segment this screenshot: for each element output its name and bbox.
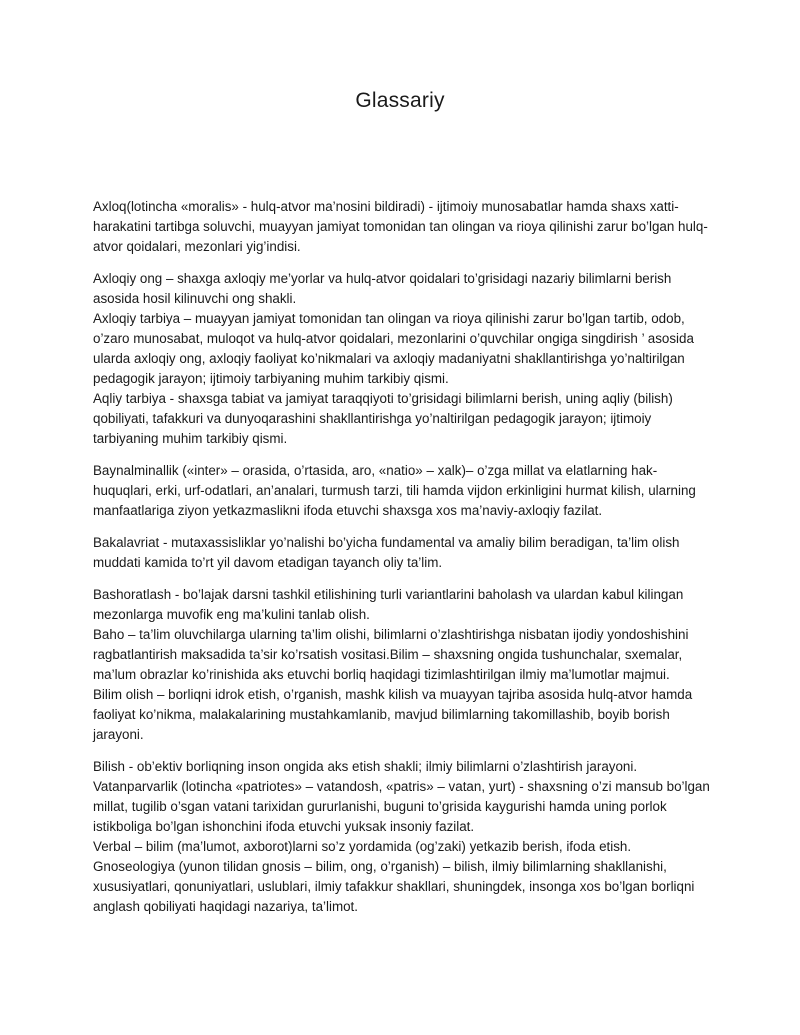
glossary-entry: Aqliy tarbiya - shaxsga tabiat va jamiyat taraqqiyoti to’grisidagi bilimlarni berish, uning aqliy (bilish) qobiliyati, tafakkuri va dunyoqarashini shakllantirishga yo’naltirilgan pedagogik jarayon; ijtimoiy tarbiyaning muhim tarkibiy qismi. [93, 391, 673, 446]
glossary-block [93, 269, 713, 449]
glossary-entry: Bilim olish – borliqni idrok etish, o’rganish, mashk kilish va muayyan tajriba asosida hulq-atvor hamda faoliyat ko’nikma, malakalarining mustahkamlanib, mavjud bilimlarning takomillashib, boyib borish jarayoni. [93, 687, 693, 742]
glossary-entry: Gnoseologiya (yunon tilidan gnosis – bilim, ong, o’rganish) – bilish, ilmiy bilimlarning shakllanishi, xususiyatlari, qonuniyatlari, uslublari, ilmiy tafakkur shakllari, shuningdek, insonga xos bo’lgan borliqni anglash qobiliyati haqidagi nazariya, ta’limot. [93, 859, 695, 914]
glossary-body [93, 197, 713, 929]
glossary-entry: Baho – ta’lim oluvchilarga ularning ta’lim olishi, bilimlarni o’zlashtirishga nisbatan ijodiy yondoshishini ragbatlantirish maksadida ta’sir ko’rsatish vositasi.Bilim – shaxsning ongida tushunchalar, sxemalar, ma’lum obrazlar ko’rinishida aks etuvchi borliq haqidagi tizimlashtirilgan ilmiy ma’lumotlar majmui. [93, 627, 689, 682]
glossary-entry: Baynalminallik («inter» – orasida, o’rtasida, aro, «natio» – xalk)– o’zga millat va elatlarning hak-huquqlari, erki, urf-odatlari, an’analari, turmush tarzi, tili hamda vijdon erkinligini hurmat kilish, ularning manfaatlariga ziyon yetkazmaslikni ifoda etuvchi shaxsga xos ma’naviy-axloqiy fazilat. [93, 463, 696, 518]
glossary-entry: Bashoratlash - bo’lajak darsni tashkil etilishining turli variantlarini baholash va ulardan kabul kilingan mezonlarga muvofik eng ma’kulini tanlab olish. [93, 587, 684, 622]
glossary-block [93, 757, 713, 917]
glossary-entry: Axloq(lotincha «moralis» - hulq-atvor ma’nosini bildiradi) - ijtimoiy munosabatlar hamda shaxs xatti-harakatini tartibga soluvchi, muayyan jamiyat tomonidan tan olingan va rioya qilinishi zarur bo’lgan hulq-atvor qoidalari, mezonlari yig’indisi. [93, 199, 708, 254]
glossary-block [93, 533, 713, 573]
glossary-entry: Bakalavriat - mutaxassisliklar yo’nalishi bo’yicha fundamental va amaliy bilim beradigan, ta’lim olish muddati kamida to’rt yil davom etadigan tayanch oliy ta’lim. [93, 535, 680, 570]
glossary-entry: Axloqiy tarbiya – muayyan jamiyat tomonidan tan olingan va rioya qilinishi zarur bo’lgan tartib, odob, o’zaro munosabat, muloqot va hulq-atvor qoidalari, mezonlarini o’quvchilar ongiga singdirish ’ asosida ularda axloqiy ong, axloqiy faoliyat ko’nikmalari va axloqiy madaniyatni shakllantirishga yo’naltirilgan pedagogik jarayon; ijtimoiy tarbiyaning muhim tarkibiy qismi. [93, 311, 694, 386]
glossary-entry: Axloqiy ong – shaxga axloqiy me’yorlar va hulq-atvor qoidalari to’grisidagi nazariy bilimlarni berish asosida hosil kilinuvchi ong shakli. [93, 271, 672, 306]
page-title: Glassariy [355, 89, 445, 112]
glossary-block [93, 585, 713, 745]
glossary-block [93, 461, 713, 521]
glossary-entry: Verbal – bilim (ma’lumot, axborot)larni so’z yordamida (og’zaki) yetkazib berish, ifoda etish. [93, 839, 632, 854]
glossary-block [93, 197, 713, 257]
glossary-entry: Vatanparvarlik (lotincha «patriotes» – vatandosh, «patris» – vatan, yurt) - shaxsning o’zi mansub bo’lgan millat, tugilib o’sgan vatani tarixidan gururlanishi, buguni to’grisida kaygurishi hamda uning porlok istikboliga bo’lgan ishonchini ifoda etuvchi yuksak insoniy fazilat. [93, 779, 710, 834]
glossary-entry: Bilish - ob’ektiv borliqning inson ongida aks etish shakli; ilmiy bilimlarni o’zlashtirish jarayoni. [93, 759, 638, 774]
